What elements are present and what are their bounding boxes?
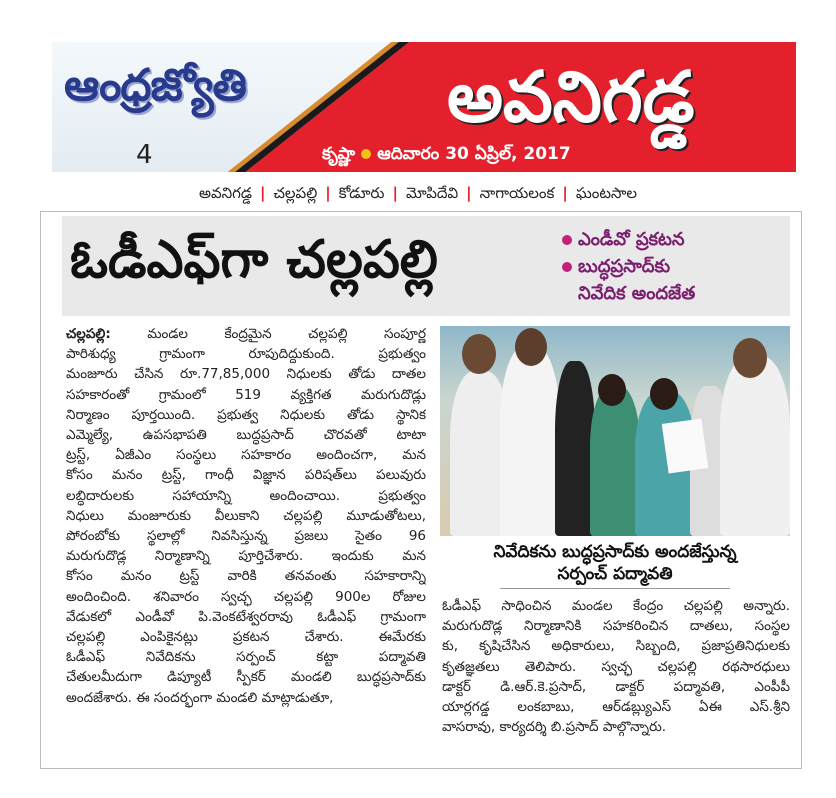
locality-nav [0,184,836,206]
caption-line: సర్పంచ్ పద్మావతి [557,564,673,584]
sub-headlines [562,226,695,307]
nav-item: అవనిగడ్డ [198,184,253,202]
issue-date: ఆదివారం 30 ఏప్రిల్, 2017 [377,144,571,164]
page-number: 4 [136,140,153,170]
sub-headline: ఎండీవో ప్రకటన [578,229,685,250]
separator: | [392,184,398,202]
bullet-icon [562,262,572,272]
nav-item: చల్లపల్లి [273,184,318,202]
separator: | [562,184,568,202]
text-run: మండల కేంద్రమైన చల్లపల్లి సంపూర్ణ [110,326,426,342]
article-dateline: చల్లపల్లి: [66,326,111,342]
text-line: ట్రస్ట్, ఏజీఎం సంస్థలు సహకారం అందించగా, మన [66,447,426,464]
nav-item: ఘంటసాల [575,184,638,202]
news-photo [440,326,790,536]
dateline [322,144,571,168]
district: కృష్ణా [322,144,356,164]
headline: ఓడీఎఫ్‌గా చల్లపల్లి [70,230,438,290]
text-line: ఓడీఎఫ్ సాధించిన మండల కేంద్రం చల్లపల్లి అన్నారు. [442,598,790,614]
text-line: నిర్మాణం పూర్తయింది. ప్రభుత్వ నిధులకు తోడు స్థానిక [66,406,426,423]
text-line: నిధులు మంజూరుకు వీలుకాని చల్లపల్లి మూడుతోటలు, [66,507,426,524]
text-line: కోసం మనం ట్రస్ట్, గాంధీ విజ్ఞాన పరిషత్‌లు పలువురు [66,467,426,484]
text-line: పోరంబోకు స్థలాల్లో నివసిస్తున్న ప్రజలు సైతం 96 [66,528,426,545]
text-line: మరుగుదొడ్ల నిర్మాణాన్ని పూర్తిచేశారు. ఇందుకు మన [66,548,426,565]
text-line: చల్లపల్లి ఎంపికైనట్లు ప్రకటన చేశారు. ఈమేరకు [66,629,426,646]
caption-line: నివేదికను బుద్ధప్రసాద్‌కు అందజేస్తున్న [493,542,737,562]
text-line: అందజేశారు. ఈ సందర్భంగా మండలి మాట్లాడుతూ, [66,689,334,706]
text-line [66,324,426,344]
text-line: ఓడీఎఫ్ నివేదికను సర్పంచ్ కట్టా పద్మావతి [66,649,426,666]
text-line: డాక్టర్ డి.ఆర్.కె.ప్రసాద్, డాక్టర్ పద్మావతి, ఎంపీపీ [442,678,790,695]
text-line: అందించింది. శనివారం స్వచ్ఛ చల్లపల్లి 900ల రోజుల [66,588,426,605]
text-line: వాసరావు, కార్యదర్శి బి.ప్రసాద్ పాల్గొన్నారు. [442,719,667,736]
text-line: ఎమ్మెల్యే, ఉపసభాపతి బుద్ధప్రసాద్ చొరవతో టాటా [66,427,426,444]
text-line: చేతులమీదుగా డిప్యూటీ స్పీకర్ మండలి బుద్ధప్రసాద్‌కు [66,669,426,686]
separator: | [325,184,331,202]
sub-headline: నివేదిక అందజేత [578,283,696,304]
edition-title: అవనిగడ్డ [447,56,695,138]
separator: | [260,184,266,202]
text-line: కోసం మనం ట్రస్ట్ వారికి తనవంతు సహకారాన్ని [66,568,426,585]
newspaper-logo: ఆంధ్రజ్యోతి [64,60,246,111]
photo-caption [440,541,790,585]
masthead [52,42,796,172]
text-line: లబ్ధిదారులకు సహాయాన్ని అందించాయి. ప్రభుత్వం [66,487,426,504]
left-column-text [66,324,426,708]
text-line: కు, కృషిచేసిన అధికారులు, సిబ్బంది, ప్రజాప్రతినిధులకు [442,638,790,655]
separator: | [466,184,472,202]
bullet-icon [562,235,572,245]
nav-item: నాగాయలంక [479,184,555,202]
text-line: మంజూరు చేసిన రూ.77,85,000 నిధులకు తోడు దాతల [66,366,426,383]
text-line: సహకారంతో గ్రామంలో 519 వ్యక్తిగత మరుగుదొడ్లు [66,386,426,403]
headline-box [62,216,790,316]
text-line: యార్లగడ్డ లంకబాబు, ఆర్‌డబ్ల్యుఎస్ ఏఈ ఎస్.శ్రీని [442,699,790,716]
caption-divider [500,588,730,589]
text-line: వేడుకలో ఎండీవో పి.వెంకటేశ్వరరావు ఓడీఎఫ్ గ్రామంగా [66,608,426,625]
text-line: పారిశుధ్య గ్రామంగా రూపుదిద్దుకుంది. ప్రభుత్వం [66,346,426,363]
right-column-text [442,596,790,737]
nav-item: మోపిదేవి [405,184,459,202]
sub-headline: బుద్ధప్రసాద్‌కు [578,256,671,277]
text-line: మరుగుదొడ్ల నిర్మాణానికి సహకరించిన దాతలు, సంస్థల [442,618,790,635]
text-line: కృతజ్ఞతలు తెలిపారు. స్వచ్ఛ చల్లపల్లి రథసారధులు [442,658,790,675]
nav-item: కోడూరు [338,184,385,202]
bullet-dot-icon [361,149,371,159]
